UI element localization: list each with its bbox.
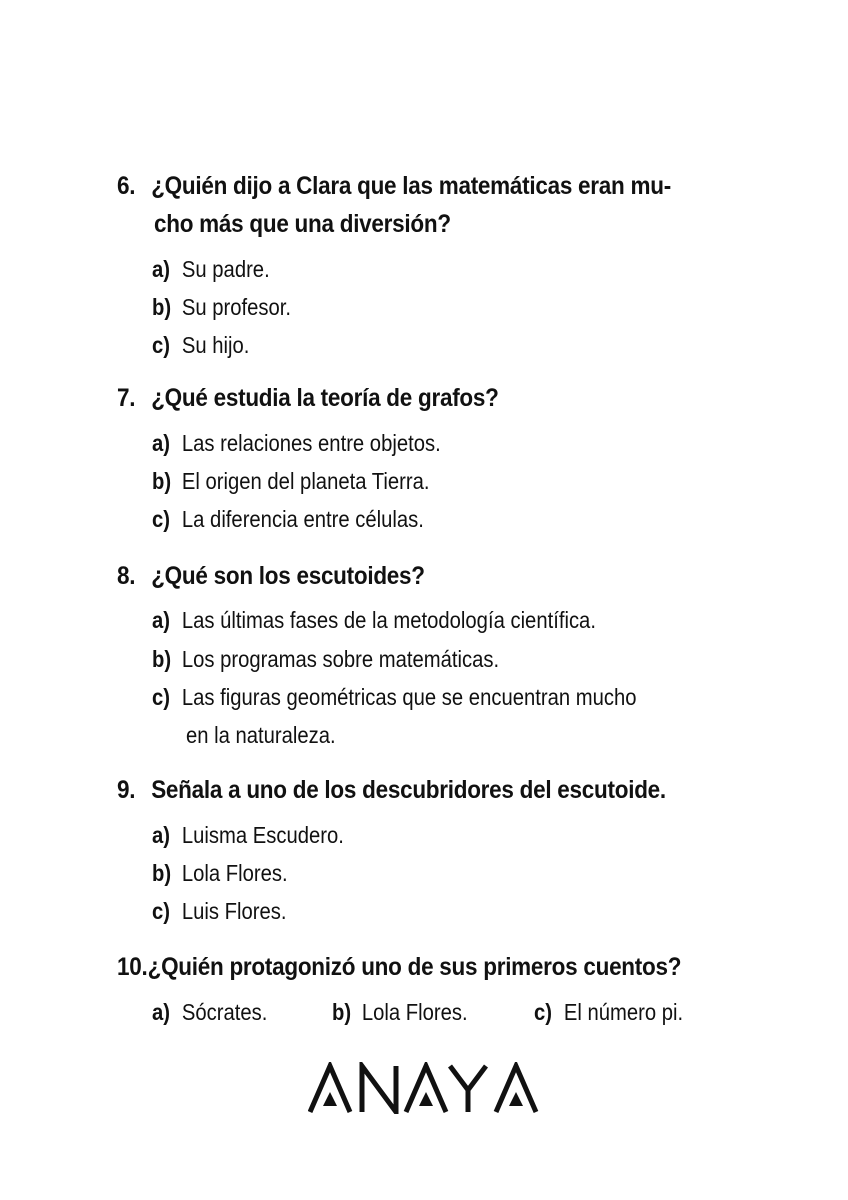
option-letter: b): [152, 646, 172, 672]
option-a: [152, 993, 267, 1031]
logo-triangle-1: [323, 1092, 337, 1106]
option-c: [152, 500, 424, 538]
question-title: [117, 771, 693, 809]
option-text-continued: en la naturaleza.: [186, 722, 336, 748]
option-letter: b): [332, 999, 352, 1025]
question-number: 7.: [117, 384, 136, 412]
option-letter: b): [152, 294, 172, 320]
question-number: 9.: [117, 776, 136, 804]
option-a: [152, 424, 441, 462]
option-c: [152, 892, 287, 930]
question-number: 10.: [117, 953, 148, 981]
option-text: Luis Flores.: [181, 898, 287, 924]
option-text: El número pi.: [563, 999, 684, 1025]
logo-letter-y: [450, 1066, 486, 1090]
option-letter: c): [152, 898, 170, 924]
option-text: La diferencia entre células.: [181, 506, 424, 532]
option-a: [152, 601, 596, 639]
question-title: [117, 948, 693, 986]
option-b: [332, 993, 468, 1031]
question-text: ¿Qué son los escutoides?: [151, 562, 425, 590]
option-letter: a): [152, 822, 170, 848]
question-text: ¿Quién dijo a Clara que las matemáticas eran mu-: [151, 172, 671, 200]
option-letter: a): [152, 430, 170, 456]
question-text-continued: cho más que una diversión?: [154, 210, 451, 238]
option-b: [152, 288, 291, 326]
option-text: Las últimas fases de la metodología científica.: [181, 607, 596, 633]
logo-triangle-2: [419, 1092, 433, 1106]
option-letter: b): [152, 468, 172, 494]
option-b: [152, 640, 499, 678]
option-text: El origen del planeta Tierra.: [181, 468, 430, 494]
option-text: Lola Flores.: [181, 860, 288, 886]
option-letter: a): [152, 607, 170, 633]
question-number: 8.: [117, 562, 136, 590]
question-title: [117, 379, 693, 417]
option-letter: a): [152, 256, 170, 282]
option-b: [152, 854, 288, 892]
option-letter: c): [152, 506, 170, 532]
option-text: Su hijo.: [181, 332, 250, 358]
option-text: Lola Flores.: [361, 999, 468, 1025]
option-letter: b): [152, 860, 172, 886]
option-letter: c): [152, 684, 170, 710]
option-c: [534, 993, 683, 1031]
option-a: [152, 250, 270, 288]
option-letter: a): [152, 999, 170, 1025]
question-title: [117, 557, 693, 595]
option-text: Las relaciones entre objetos.: [181, 430, 441, 456]
option-a: [152, 816, 344, 854]
anaya-logo: [308, 1062, 540, 1114]
question-text: Señala a uno de los descubridores del escutoide.: [151, 776, 666, 804]
option-text: Sócrates.: [181, 999, 268, 1025]
option-text: Las figuras geométricas que se encuentran mucho: [181, 684, 637, 710]
logo-letter-n: [362, 1066, 396, 1112]
option-b: [152, 462, 429, 500]
option-text: Luisma Escudero.: [181, 822, 344, 848]
question-number: 6.: [117, 172, 136, 200]
option-text: Su profesor.: [181, 294, 292, 320]
option-text: Los programas sobre matemáticas.: [181, 646, 500, 672]
option-text: Su padre.: [181, 256, 270, 282]
logo-triangle-3: [509, 1092, 523, 1106]
question-text: ¿Quién protagonizó uno de sus primeros cuentos?: [147, 953, 682, 981]
question-text: ¿Qué estudia la teoría de grafos?: [151, 384, 499, 412]
option-letter: c): [534, 999, 552, 1025]
option-c: [152, 326, 249, 364]
option-letter: c): [152, 332, 170, 358]
option-c: [152, 678, 636, 716]
question-title: [117, 167, 693, 205]
